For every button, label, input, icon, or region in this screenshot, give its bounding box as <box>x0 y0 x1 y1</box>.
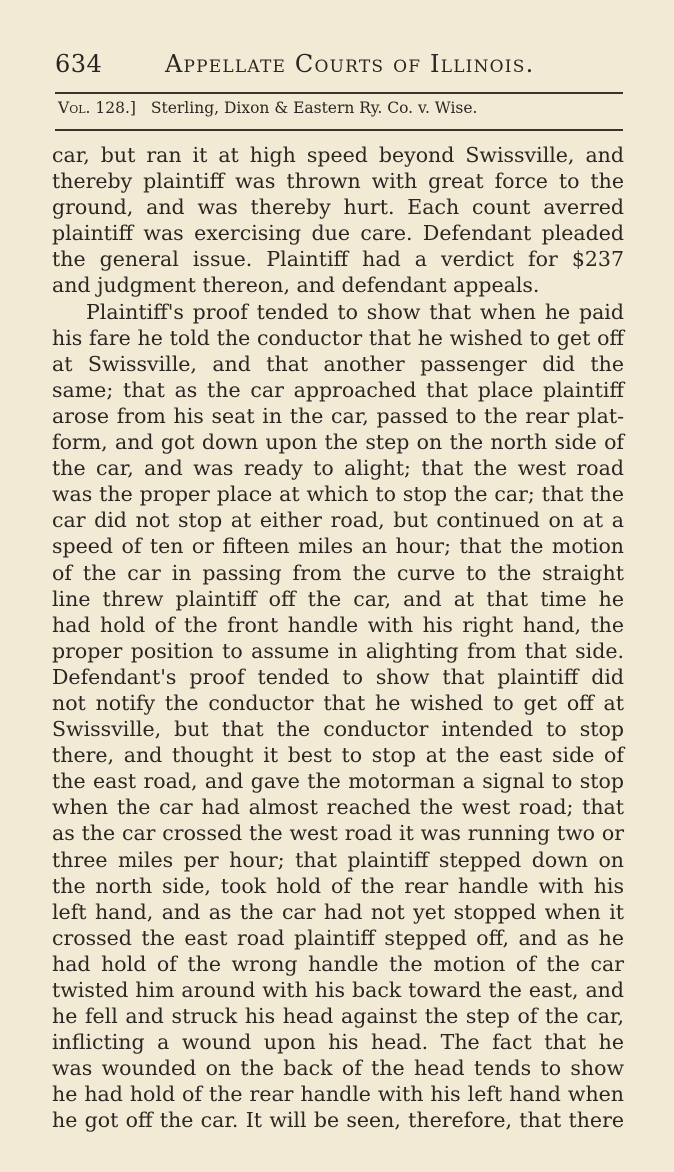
text-line: he had hold of the rear handle with his left hand when <box>52 1082 624 1107</box>
text-line: as the car crossed the west road it was running two or <box>52 821 624 846</box>
text-line: same; that as the car approached that place plaintiff <box>52 377 624 402</box>
text-line: he fell and struck his head against the step of the car, <box>52 1004 624 1029</box>
text-line: car, but ran it at high speed beyond Swissville, and <box>52 143 624 167</box>
text-line: left hand, and as the car had not yet stopped when it <box>52 899 624 924</box>
text-line: had hold of the front handle with his right hand, the <box>52 612 624 637</box>
text-line: had hold of the wrong handle the motion of the car <box>52 951 624 976</box>
text-line: line threw plaintiff off the car, and at that time he <box>52 586 624 611</box>
text-line: thereby plaintiff was thrown with great force to the <box>52 169 624 194</box>
text-line: plaintiff was exercising due care. Defendant pleaded <box>52 221 624 246</box>
text-line: there, and thought it best to stop at the east side of <box>52 743 624 768</box>
text-line: form, and got down upon the step on the north side of <box>52 430 624 455</box>
text-line: arose from his seat in the car, passed to the rear plat- <box>52 403 624 428</box>
case-title: Sterling, Dixon & Eastern Ry. Co. v. Wise. <box>150 99 478 117</box>
page-number: 634 <box>55 50 103 78</box>
text-line: the north side, took hold of the rear handle with his <box>52 873 624 898</box>
text-line: inflicting a wound upon his head. The fact that he <box>52 1030 624 1055</box>
text-line: when the car had almost reached the west road; that <box>52 795 624 820</box>
paragraph-first-line: Plaintiff's proof tended to show that when he paid <box>86 299 624 324</box>
header-rule-top <box>55 92 623 94</box>
text-line: Swissville, but that the conductor intended to stop <box>52 717 624 742</box>
running-head <box>55 50 620 86</box>
text-line: twisted him around with his back toward the east, and <box>52 978 624 1002</box>
text-line: car did not stop at either road, but continued on at a <box>52 508 624 533</box>
text-line: the general issue. Plaintiff had a verdict for $237 <box>52 247 624 272</box>
text-line: the car, and was ready to alight; that the west road <box>52 456 624 481</box>
text-line: he got off the car. It will be seen, therefore, that there <box>52 1108 624 1133</box>
text-line: the east road, and gave the motorman a signal to stop <box>52 769 624 794</box>
text-line: was wounded on the back of the head tends to show <box>52 1056 624 1081</box>
header-rule-bottom <box>55 129 623 131</box>
text-line: of the car in passing from the curve to the straight <box>52 560 624 585</box>
body-text <box>52 142 624 1134</box>
text-line: crossed the east road plaintiff stepped off, and as he <box>52 925 624 950</box>
text-line: proper position to assume in alighting from that side. <box>52 638 624 663</box>
text-line: not notify the conductor that he wished to get off at <box>52 690 624 715</box>
volume-label: Vol. 128.] <box>58 99 136 117</box>
text-line: was the proper place at which to stop the car; that the <box>52 482 624 507</box>
text-line: his fare he told the conductor that he wished to get off <box>52 325 624 350</box>
case-citation-line <box>58 99 623 117</box>
running-title: Appellate Courts of Illinois. <box>165 50 535 78</box>
text-line: three miles per hour; that plaintiff stepped down on <box>52 847 624 872</box>
text-line: at Swissville, and that another passenger did the <box>52 351 624 376</box>
text-line: and judgment thereon, and defendant appeals. <box>52 273 540 298</box>
text-line: ground, and was thereby hurt. Each count averred <box>52 195 624 220</box>
text-line: Defendant's proof tended to show that plaintiff did <box>52 664 624 689</box>
text-line: speed of ten or fifteen miles an hour; that the motion <box>52 534 624 559</box>
